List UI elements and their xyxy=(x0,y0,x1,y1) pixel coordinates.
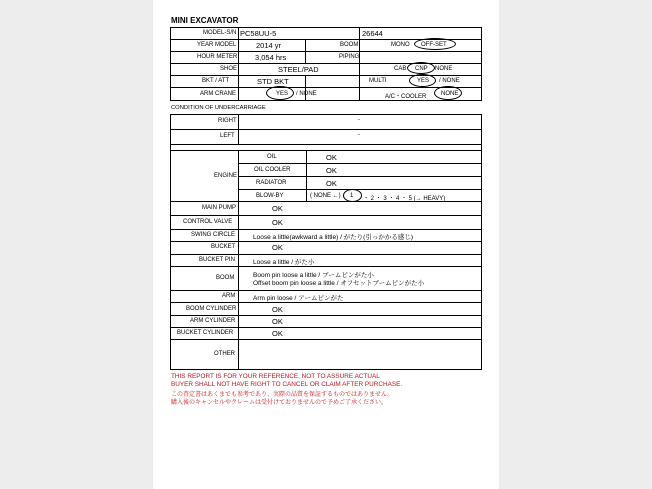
arm-label: ARM xyxy=(222,293,236,299)
swing-circle-label: SWING CIRCLE xyxy=(191,232,236,238)
report-sheet xyxy=(153,0,499,489)
multi-other: / NONE xyxy=(439,78,460,84)
cab-other: NONE xyxy=(435,66,453,72)
radiator-value: OK xyxy=(326,179,337,188)
disclaimer-line-3: この査定書はあくまでも参考であり、実際の品質を保証するものではありません。 xyxy=(171,392,394,398)
boom-selected: OFF-SET xyxy=(421,42,447,48)
arm-value: Arm pin loose / アームピンがた xyxy=(253,295,344,302)
model-value: PC58UU-5 xyxy=(240,29,277,38)
shoe-label: SHOE xyxy=(220,66,238,72)
bucket-pin-label: BUCKET PIN xyxy=(199,257,235,263)
bucket-pin-value: Loose a little / がた小 xyxy=(253,259,315,266)
report-title: MINI EXCAVATOR xyxy=(171,16,239,25)
arm-cylinder-label: ARM CYLINDER xyxy=(190,318,236,324)
selection-circle xyxy=(434,86,462,100)
selection-circle xyxy=(266,86,294,100)
disclaimer-line-2: BUYER SHALL NOT HAVE RIGHT TO CANCEL OR CLAIM AFTER PURCHASE. xyxy=(171,381,403,388)
uc-left-label: LEFT xyxy=(220,133,235,139)
swing-circle-value: Loose a little(awkward a little) / がたり(引っかかる感じ) xyxy=(253,234,414,241)
ac-cooler-label: A/C・COOLER xyxy=(385,94,427,100)
uc-left-value: - xyxy=(358,132,360,138)
serial-value: 26644 xyxy=(362,29,383,38)
multi-selected: YES xyxy=(417,78,430,84)
boom-cylinder-label: BOOM CYLINDER xyxy=(186,306,237,312)
shoe-value: STEEL/PAD xyxy=(278,65,319,74)
hour-value: 3,054 hrs xyxy=(255,53,287,62)
undercarriage-heading: CONDITION OF UNDERCARRIAGE xyxy=(171,105,266,111)
control-valve-label: CONTROL VALVE xyxy=(183,219,233,225)
bucket-cylinder-value: OK xyxy=(272,329,283,338)
multi-label: MULTI xyxy=(369,78,387,84)
oil-cooler-value: OK xyxy=(326,166,337,175)
arm-crane-label: ARM CRANE xyxy=(200,91,237,97)
year-value: 2014 yr xyxy=(256,41,282,50)
uc-right-value: - xyxy=(358,117,360,123)
oil-label: OIL xyxy=(267,154,277,160)
boom-cylinder-value: OK xyxy=(272,305,283,314)
bkt-label: BKT / ATT xyxy=(202,78,230,84)
uc-right-label: RIGHT xyxy=(218,118,237,124)
blowby-scale-left: ( NONE ←) xyxy=(310,193,341,199)
oil-value: OK xyxy=(326,153,337,162)
boom-line-1: Boom pin loose a little / ブームピンがた小 xyxy=(253,272,374,279)
selection-circle xyxy=(409,74,436,87)
arm-crane-other: / NONE xyxy=(296,91,317,97)
ac-selected: NONE xyxy=(441,91,459,97)
boom-options: MONO xyxy=(391,42,410,48)
disclaimer-line-1: THIS REPORT IS FOR YOUR REFERENCE, NOT TO ASSURE ACTUAL xyxy=(171,373,380,380)
selection-circle xyxy=(414,38,456,50)
main-pump-label: MAIN PUMP xyxy=(202,205,237,211)
blowby-label: BLOW-BY xyxy=(256,193,284,199)
radiator-label: RADIATOR xyxy=(256,180,287,186)
blowby-scale-right: ・ 2 ・ 3 ・ 4 ・ 5 (→ HEAVY) xyxy=(363,196,446,202)
main-pump-value: OK xyxy=(272,204,283,213)
other-label: OTHER xyxy=(214,351,235,357)
arm-cylinder-value: OK xyxy=(272,317,283,326)
selection-circle xyxy=(343,189,362,202)
piping-label: PIPING xyxy=(339,54,360,60)
bucket-value: OK xyxy=(272,243,283,252)
hour-label: HOUR METER xyxy=(197,54,238,60)
cab-label: CAB xyxy=(394,66,407,72)
year-label: YEAR MODEL xyxy=(197,42,237,48)
arm-crane-selected: YES xyxy=(276,91,289,97)
boom-type-label: BOOM xyxy=(340,42,359,48)
boom-part-label: BOOM xyxy=(216,275,235,281)
blowby-selected: 1 xyxy=(350,193,354,199)
selection-circle xyxy=(407,62,435,74)
oil-cooler-label: OIL COOLER xyxy=(254,167,291,173)
cab-selected: CNP xyxy=(415,66,428,72)
control-valve-value: OK xyxy=(272,218,283,227)
disclaimer-line-4: 購入後のキャンセルやクレームは受付けておりませんので予めご了承ください。 xyxy=(171,400,388,406)
boom-line-2: Offset boom pin loose a little / オフセットブームピンがた小 xyxy=(253,280,425,287)
model-sn-label: MODEL-S/N xyxy=(203,30,237,36)
bkt-value: STD BKT xyxy=(257,77,289,86)
bucket-cylinder-label: BUCKET CYLINDER xyxy=(177,330,234,336)
engine-label: ENGINE xyxy=(214,173,238,179)
bucket-label: BUCKET xyxy=(211,244,236,250)
